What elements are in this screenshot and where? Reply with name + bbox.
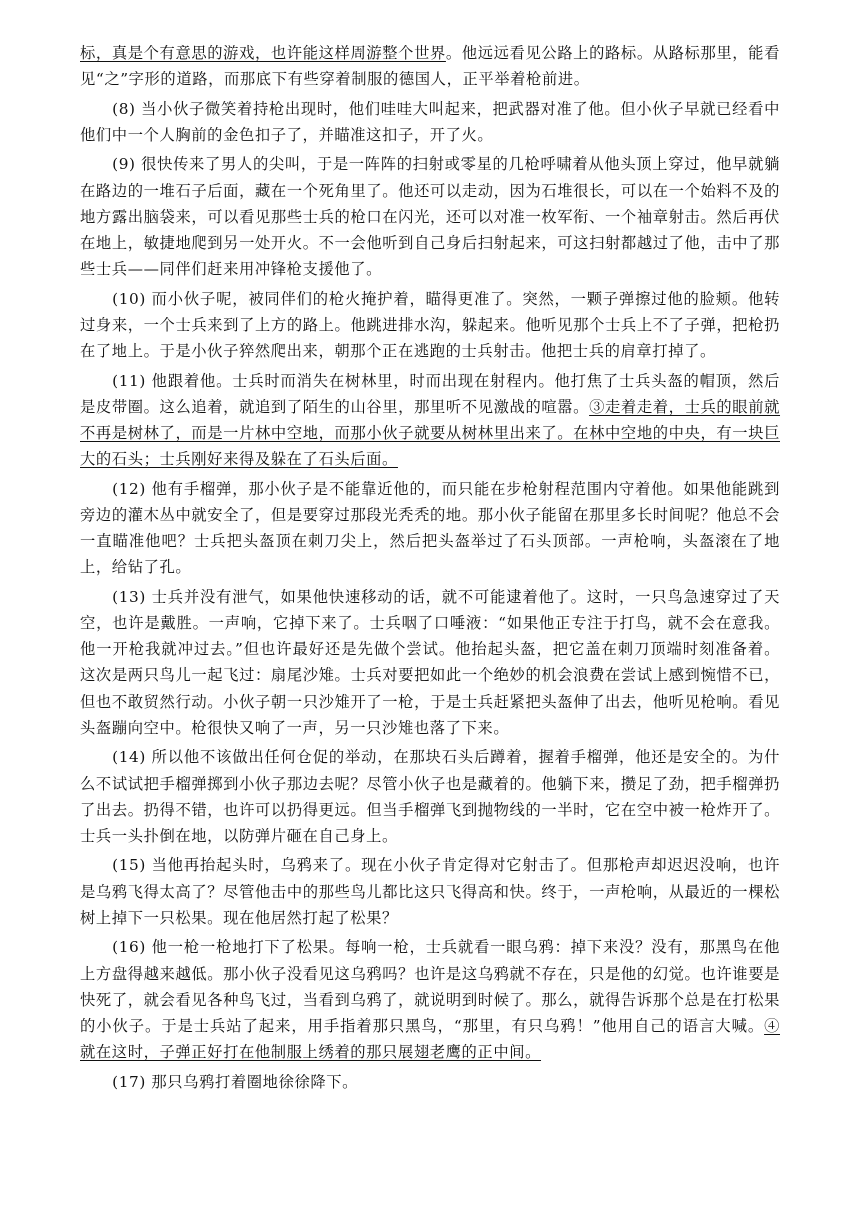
paragraph (80, 368, 780, 473)
underlined-text: ③走着走着，士兵的眼前就不再是树林了，而是一片林中空地，而那小伙子就要从树林里出来了。在林中空地的中央，有一块巨大的石头；士兵刚好来得及躲在了石头后面。 (80, 397, 781, 469)
paragraph (80, 1069, 780, 1095)
paragraph (80, 584, 780, 741)
paragraph-text: (14) 所以他不该做出任何仓促的举动，在那块石头后蹲着，握着手榴弹，他还是安全的。为什么不试试把手榴弹掷到小伙子那边去呢？尽管小伙子也是藏着的。他躺下来，攒足了劲，把手榴弹扔了出去。扔得不错，也许可以扔得更远。但当手榴弹飞到抛物线的一半时，它在空中被一枪炸开了。士兵一头扑倒在地，以防弹片砸在自己身上。 (80, 748, 780, 845)
paragraph-text: (13) 士兵并没有泄气，如果他快速移动的话，就不可能逮着他了。这时，一只鸟急速穿过了天空，也许是戴胜。一声响，它掉下来了。士兵咽了口唾液：“如果他正专注于打鸟，就不会在意我。他一开枪我就冲过去。”但也许最好还是先做个尝试。他抬起头盔，把它盖在刺刀顶端时刻准备着。这次是两只鸟儿一起飞过：扇尾沙雉。士兵对要把如此一个绝妙的机会浪费在尝试上感到惋惜不已，但也不敢贸然行动。小伙子朝一只沙雉开了一枪，于是士兵赶紧把头盔伸了出去，他听见枪响。看见头盔蹦向空中。枪很快又响了一声，另一只沙雉也落了下来。 (80, 587, 780, 737)
paragraph (80, 96, 780, 148)
paragraph-text: (16) 他一枪一枪地打下了松果。每响一枪，士兵就看一眼乌鸦：掉下来没？没有，那黑鸟在他上方盘得越来越低。那小伙子没看见这乌鸦吗？也许是这乌鸦就不存在，只是他的幻觉。也许谁要是快死了，就会看见各种鸟飞过，当看到乌鸦了，就说明到时候了。那么，就得告诉那个总是在打松果的小伙子。于是士兵站了起来，用手指着那只黑鸟，“那里，有只乌鸦！”他用自己的语言大喊。 (80, 938, 780, 1035)
paragraph-text: (11) 他跟着他。士兵时而消失在树林里，时而出现在射程内。他打焦了士兵头盔的帽顶，然后是皮带圈。这么追着，就追到了陌生的山谷里，那里听不见激战的喧嚣。 (80, 371, 780, 416)
paragraph (80, 476, 780, 581)
underlined-text: ④就在这时，子弹正好打在他制服上绣着的那只展翅老鹰的正中间。 (80, 1016, 780, 1062)
paragraph-text: (15) 当他再抬起头时，乌鸦来了。现在小伙子肯定得对它射击了。但那枪声却迟迟没响，也许是乌鸦飞得太高了？尽管他击中的那些鸟儿都比这只飞得高和快。终于，一声枪响，从最近的一棵松树上掉下一只松果。现在他居然打起了松果？ (80, 856, 780, 927)
paragraph-text: (12) 他有手榴弹，那小伙子是不能靠近他的，而只能在步枪射程范围内守着他。如果他能跳到旁边的灌木丛中就安全了，但是要穿过那段光秃秃的地。那小伙子能留在那里多长时间呢？他总不会一直瞄准他吧？士兵把头盔顶在刺刀尖上，然后把头盔举过了石头顶部。一声枪响，头盔滚在了地上，给钻了孔。 (80, 479, 780, 577)
paragraph-text: (10) 而小伙子呢，被同伴们的枪火掩护着，瞄得更准了。突然，一颗子弹擦过他的脸颊。他转过身来，一个士兵来到了上方的路上。他跳进排水沟，躲起来。他听见那个士兵上不了子弹，把枪扔在了地上。于是小伙子猝然爬出来，朝那个正在逃跑的士兵射击。他把士兵的肩章打掉了。 (80, 289, 780, 361)
paragraph (80, 852, 780, 931)
paragraph (80, 151, 780, 282)
paragraph-text: (9) 很快传来了男人的尖叫，于是一阵阵的扫射或零星的几枪呼啸着从他头顶上穿过，他早就躺在路边的一堆石子后面，藏在一个死角里了。他还可以走动，因为石堆很长，可以在一个始料不及的地方露出脑袋来，可以看见那些士兵的枪口在闪光，还可以对准一枚军衔、一个袖章射击。然后再伏在地上，敏捷地爬到另一处开火。不一会他听到自己身后扫射起来，可这扫射都越过了他，击中了那些士兵——同伴们赶来用冲锋枪支援他了。 (80, 155, 780, 279)
article-body (80, 40, 780, 1095)
paragraph-text: 。他远远看见公路上的路标。从路标那里，能看见“之”字形的道路，而那底下有些穿着制服的德国人，正平举着枪前进。 (80, 44, 780, 89)
paragraph (80, 40, 780, 92)
paragraph (80, 286, 780, 365)
paragraph (80, 934, 780, 1065)
paragraph-text: (17) 那只乌鸦打着圈地徐徐降下。 (112, 1072, 359, 1091)
paragraph-text: (8) 当小伙子微笑着持枪出现时，他们哇哇大叫起来，把武器对准了他。但小伙子早就已经看中他们中一个人胸前的金色扣子了，并瞄准这扣子，开了火。 (80, 99, 780, 144)
paragraph (80, 744, 780, 849)
underlined-text: 标，真是个有意思的游戏，也许能这样周游整个世界 (80, 44, 446, 62)
